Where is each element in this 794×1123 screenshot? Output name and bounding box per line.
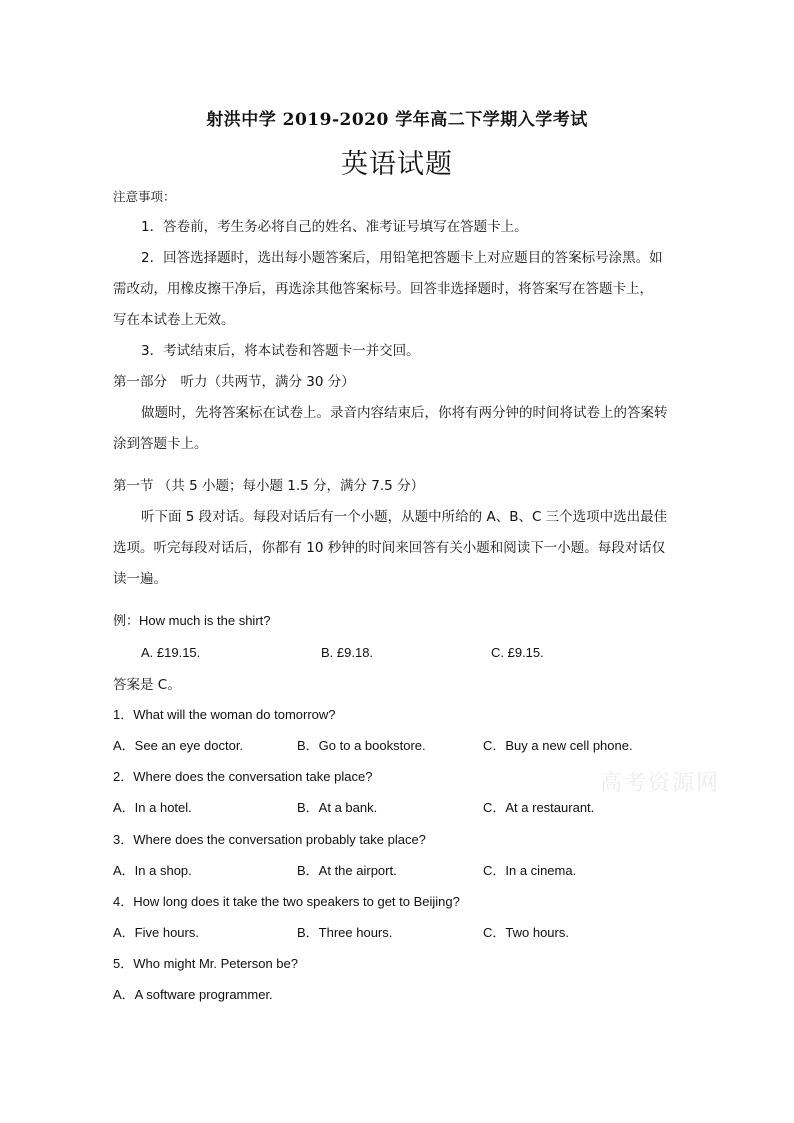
note-item-3: 3．考试结束后，将本试卷和答题卡一并交回。 <box>141 343 420 359</box>
question-4: 4．How long does it take the two speakers to get to Beijing? <box>113 894 460 909</box>
section1-intro-line-3: 读一遍。 <box>113 571 167 587</box>
note-item-2-line-2: 需改动，用橡皮擦干净后，再选涂其他答案标号。回答非选择题时，将答案写在答题卡上， <box>113 281 653 297</box>
example-option-c: C. £9.15. <box>491 645 544 660</box>
question-1-option-c: C．Buy a new cell phone. <box>483 738 633 753</box>
part1-intro-line-2: 涂到答题卡上。 <box>113 436 208 452</box>
question-3-option-c: C．In a cinema. <box>483 863 577 878</box>
question-1: 1．What will the woman do tomorrow? <box>113 707 336 722</box>
example-answer: 答案是 C。 <box>113 677 181 693</box>
note-item-1: 1．答卷前，考生务必将自己的姓名、准考证号填写在答题卡上。 <box>141 219 528 235</box>
question-3-option-a: A．In a shop. <box>113 863 192 878</box>
question-2-option-c: C．At a restaurant. <box>483 800 595 815</box>
example-question: 例：How much is the shirt? <box>113 613 271 628</box>
section1-intro-line-1: 听下面 5 段对话。每段对话后有一个小题，从题中所给的 A、B、C 三个选项中选出最佳 <box>141 509 668 525</box>
example-option-a: A. £19.15. <box>141 645 201 660</box>
section1-intro-line-2: 选项。听完每段对话后，你都有 10 秒钟的时间来回答有关小题和阅读下一小题。每段对话仅 <box>113 540 666 556</box>
question-5: 5．Who might Mr. Peterson be? <box>113 956 298 971</box>
question-4-option-a: A．Five hours. <box>113 925 199 940</box>
example-option-b: B. £9.18. <box>321 645 374 660</box>
question-3: 3．Where does the conversation probably take place? <box>113 832 426 847</box>
watermark: 高考资源网 <box>600 771 721 796</box>
subject-title: 英语试题 <box>341 149 453 180</box>
question-4-option-c: C．Two hours. <box>483 925 569 940</box>
question-2-option-b: B．At a bank. <box>297 800 378 815</box>
question-1-option-b: B．Go to a bookstore. <box>297 738 426 753</box>
part1-intro-line-1: 做题时，先将答案标在试卷上。录音内容结束后，你将有两分钟的时间将试卷上的答案转 <box>141 405 668 421</box>
section1-heading: 第一节 （共 5 小题；每小题 1.5 分，满分 7.5 分） <box>113 478 425 494</box>
question-4-option-b: B．Three hours. <box>297 925 393 940</box>
note-item-2-line-1: 2．回答选择题时，选出每小题答案后，用铅笔把答题卡上对应题目的答案标号涂黑。如 <box>141 250 663 266</box>
part1-heading: 第一部分 听力（共两节，满分 30 分） <box>113 374 355 390</box>
question-5-option-a: A．A software programmer. <box>113 987 273 1002</box>
question-2: 2．Where does the conversation take place? <box>113 769 373 784</box>
question-3-option-b: B．At the airport. <box>297 863 397 878</box>
exam-title: 射洪中学 2019-2020 学年高二下学期入学考试 <box>206 110 588 130</box>
note-item-2-line-3: 写在本试卷上无效。 <box>113 312 235 328</box>
notes-heading: 注意事项： <box>113 189 176 204</box>
question-2-option-a: A．In a hotel. <box>113 800 192 815</box>
question-1-option-a: A．See an eye doctor. <box>113 738 244 753</box>
